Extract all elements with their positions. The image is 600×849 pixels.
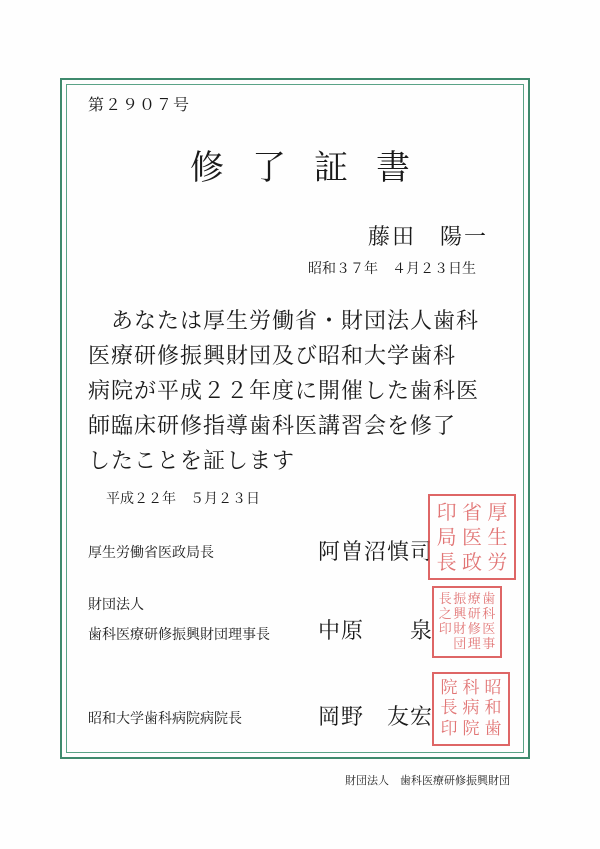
signer-name: 中原 泉 (318, 619, 434, 644)
signer-name: 阿曽沼慎司 (318, 540, 434, 565)
signer-title: 歯科医療研修振興財団理事長 (88, 627, 270, 643)
signer-title: 財団法人 (88, 597, 144, 613)
recipient-name: 藤田 陽一 (368, 225, 489, 250)
certificate-number: 第２９０７号 (88, 95, 191, 114)
official-seal-stamp: 院 科 昭 長 病 和 印 院 歯 (432, 672, 510, 746)
certificate-body (88, 304, 528, 479)
body-line: 師臨床研修指導歯科医講習会を修了 (88, 414, 457, 439)
signer-name: 岡野 友宏 (318, 705, 434, 730)
official-seal-stamp: 長 振 療 歯 之 興 研 科 印 財 修 医 団 理 事 (432, 586, 502, 658)
signer-title: 厚生労働省医政局長 (88, 545, 214, 561)
issuer-footer: 財団法人 歯科医療研修振興財団 (345, 774, 510, 787)
body-line: したことを証します (88, 449, 296, 474)
signer-title: 昭和大学歯科病院病院長 (88, 711, 242, 727)
certificate-title: 修了証書 (190, 148, 438, 188)
body-line: あなたは厚生労働省・財団法人歯科 (88, 309, 480, 334)
body-line: 病院が平成２２年度に開催した歯科医 (88, 379, 480, 404)
issue-date: 平成２２年 ５月２３日 (106, 491, 260, 507)
recipient-birth-date: 昭和３７年 ４月２３日生 (308, 261, 476, 277)
body-line: 医療研修振興財団及び昭和大学歯科 (88, 344, 457, 369)
official-seal-stamp: 印 省 厚 局 医 生 長 政 労 (428, 494, 516, 580)
